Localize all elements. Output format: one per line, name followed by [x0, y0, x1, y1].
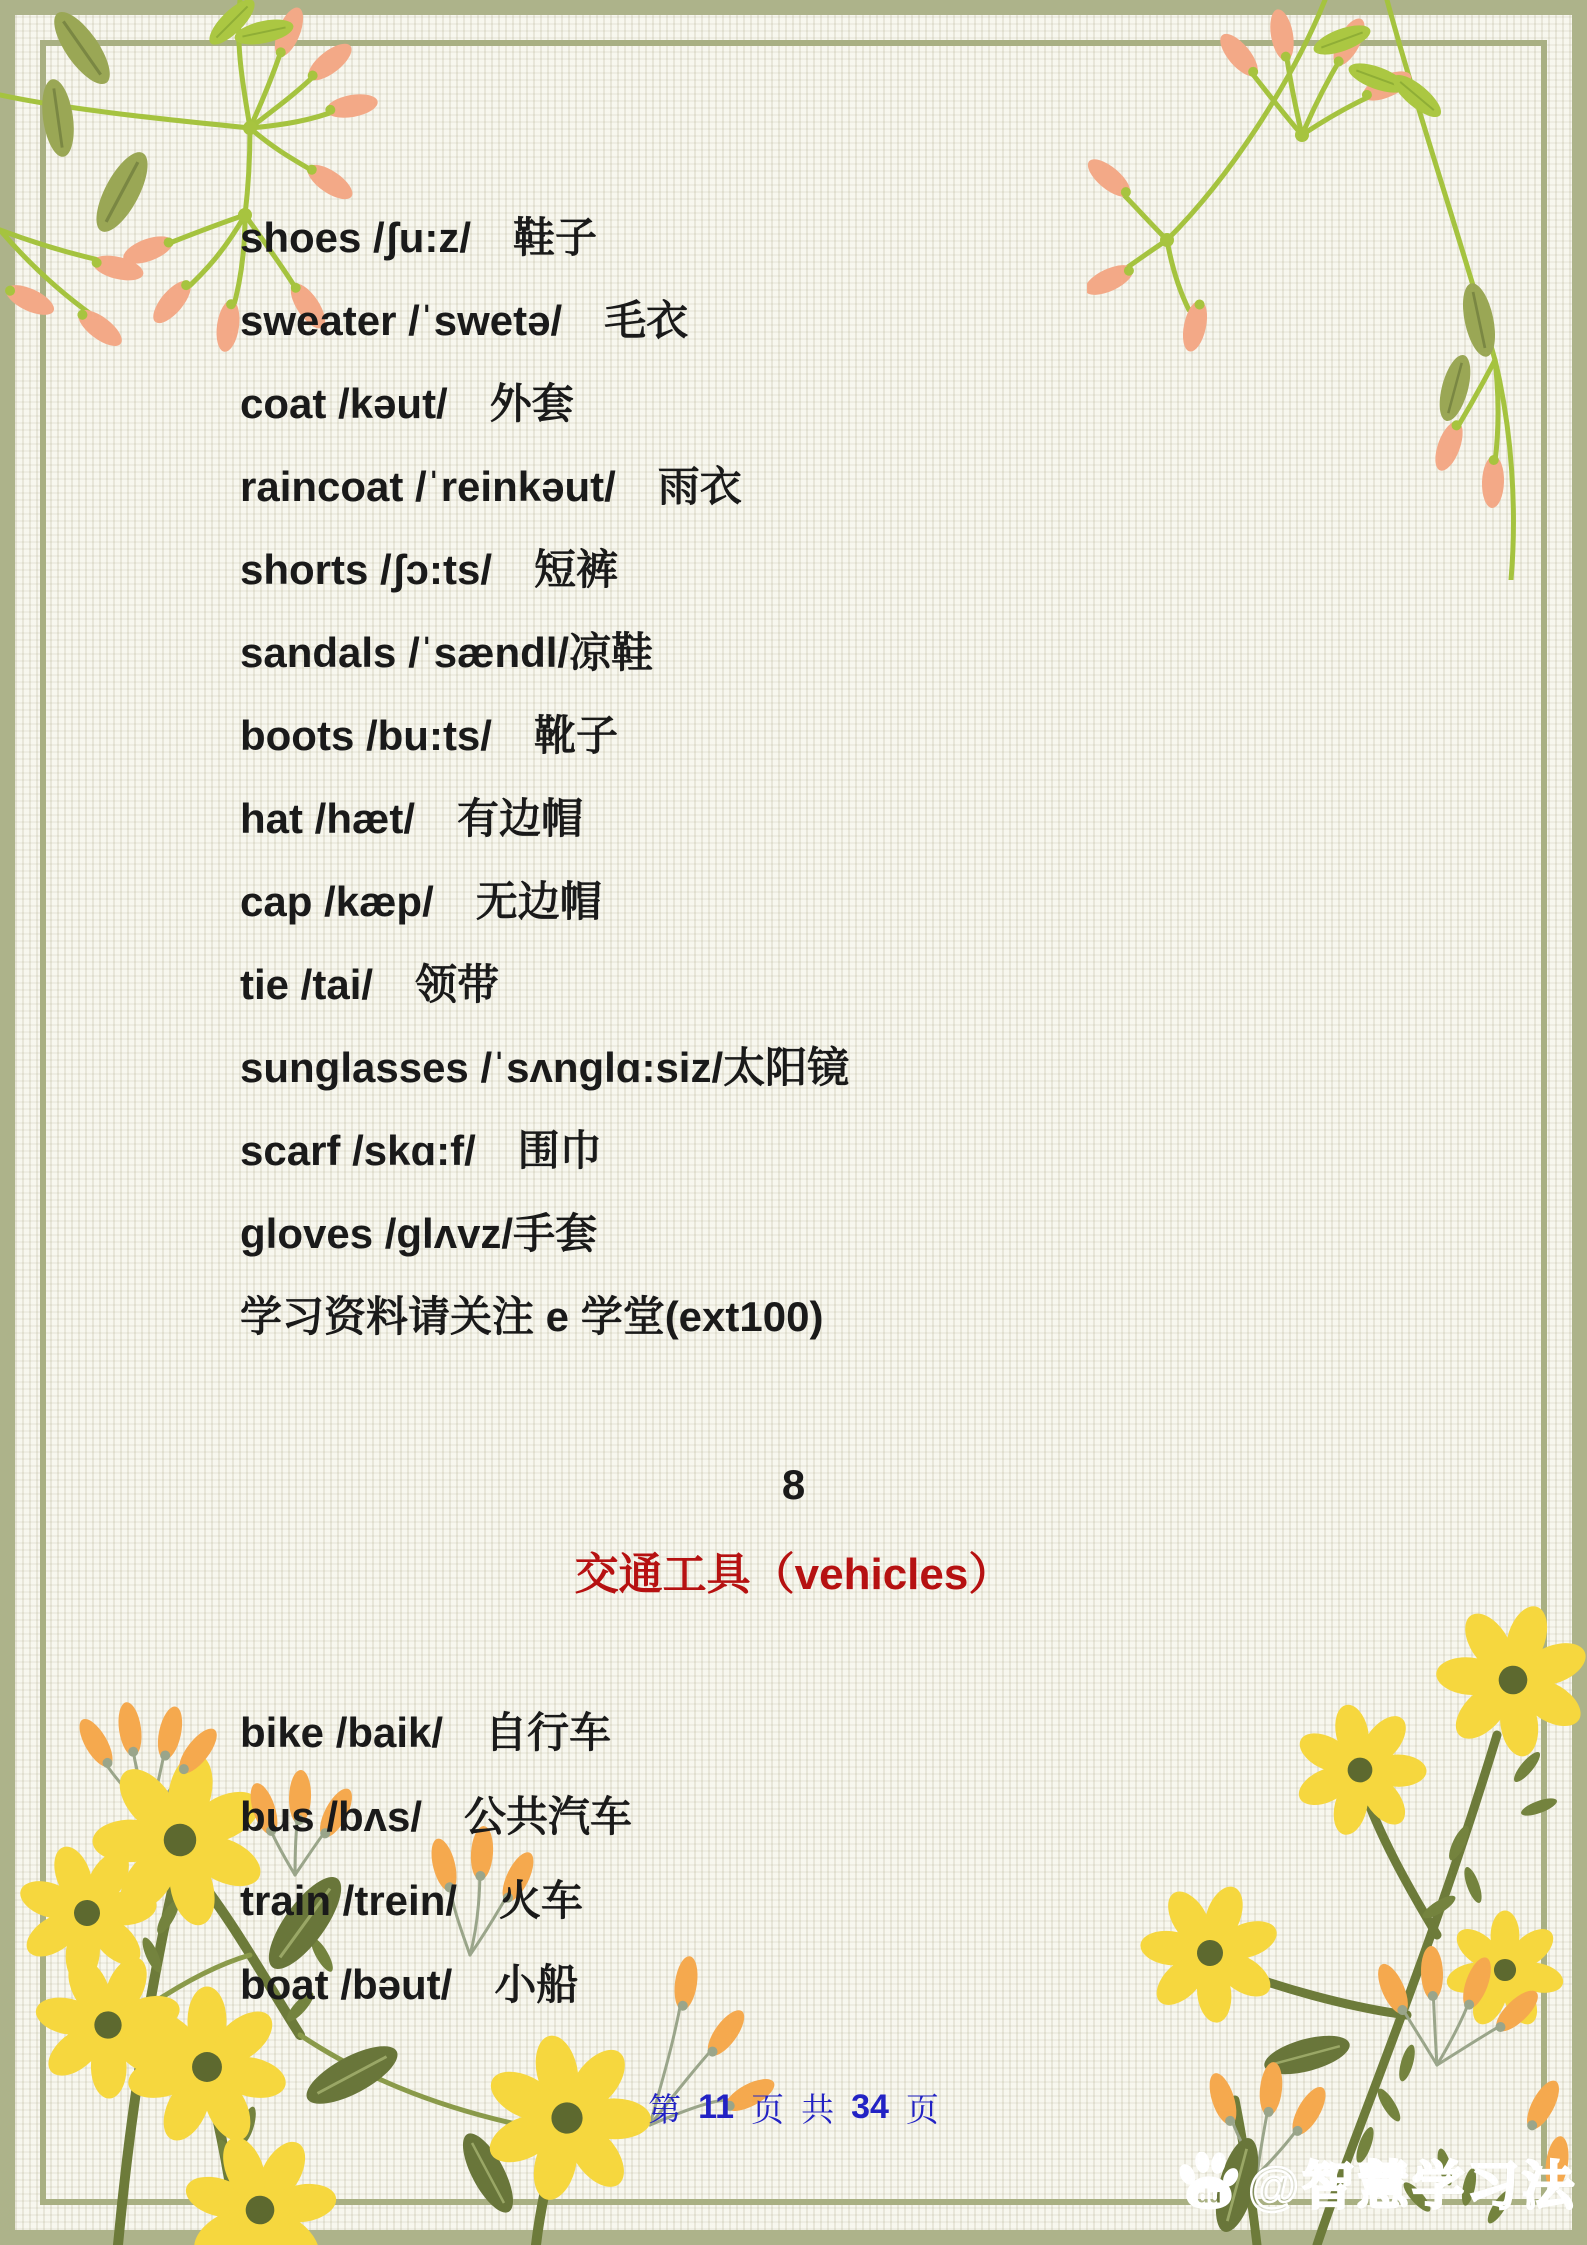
footer-label: 第 — [648, 2092, 682, 2129]
vocab-line: scarf /skɑ:f/ 围巾 — [240, 1126, 602, 1174]
vocab-line: hat /hæt/ 有边帽 — [240, 794, 583, 842]
vocab-line: raincoat /ˈreinkəut/ 雨衣 — [240, 462, 742, 510]
vocab-line: bus /bʌs/ 公共汽车 — [240, 1793, 633, 1840]
baidu-paw-icon — [1176, 2151, 1242, 2213]
footer-total-pages: 34 — [851, 2087, 889, 2126]
vocab-line: tie /tai/ 领带 — [240, 960, 500, 1008]
page-footer — [0, 2082, 1587, 2132]
vocab-line: sandals /ˈsændl/凉鞋 — [240, 628, 654, 676]
notice-line: 学习资料请关注 e 学堂(ext100) — [240, 1292, 824, 1340]
section-number: 8 — [781, 1461, 806, 1508]
vocab-line: sunglasses /ˈsʌnglɑ:siz/太阳镜 — [240, 1043, 850, 1091]
vocab-line: gloves /glʌvz/手套 — [240, 1209, 598, 1257]
footer-label: 页 — [905, 2092, 939, 2129]
vocab-line: coat /kəut/ 外套 — [240, 379, 574, 427]
vocab-line: train /trein/ 火车 — [240, 1877, 584, 1924]
watermark — [1176, 2144, 1577, 2219]
vocab-line: cap /kæp/ 无边帽 — [240, 877, 602, 925]
vocab-line: shoes /ʃu:z/ 鞋子 — [240, 213, 598, 261]
vocab-line: sweater /ˈswetə/ 毛衣 — [240, 296, 689, 344]
vocab-line: boots /bu:ts/ 靴子 — [240, 711, 618, 759]
vehicles-vocab-list — [240, 1688, 632, 2024]
watermark-text: @智慧学习法 — [1248, 2158, 1577, 2216]
footer-label: 共 — [801, 2092, 835, 2129]
footer-label: 页 — [751, 2092, 785, 2129]
section-title: 交通工具（vehicles） — [574, 1550, 1013, 1599]
clothes-vocab-list — [240, 193, 849, 1355]
vocab-line: bike /baik/ 自行车 — [240, 1709, 612, 1756]
vocab-line: shorts /ʃɔ:ts/ 短裤 — [240, 545, 619, 593]
vocab-line: boat /bəut/ 小船 — [240, 1961, 579, 2008]
footer-current-page: 11 — [698, 2087, 735, 2126]
